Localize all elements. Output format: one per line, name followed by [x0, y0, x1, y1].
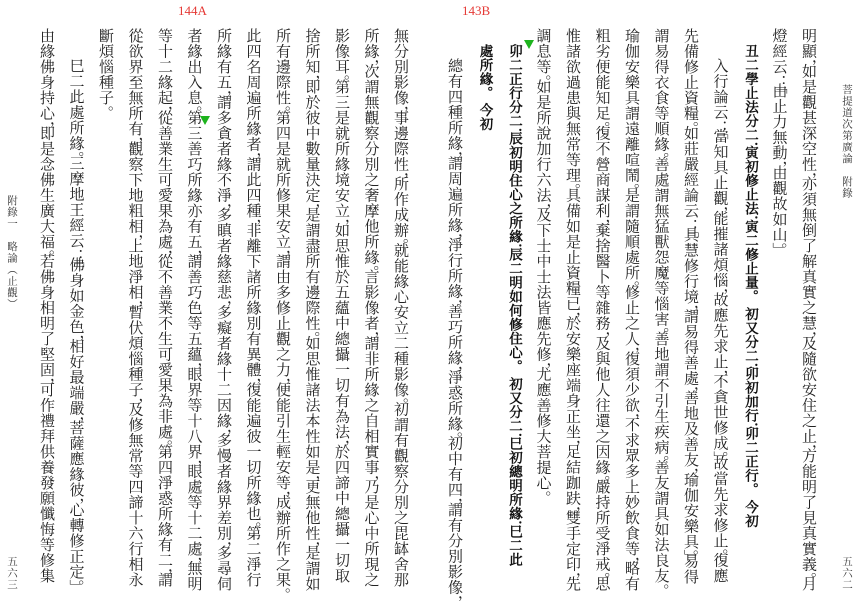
text-column: 所緣有五，謂多貪者緣不淨，多瞋者緣慈悲，多癡者緣十二因緣，多慢者緣界差別，多尋伺 [215, 28, 233, 592]
text-column: 燈經云：「由止力無動，由觀故如山」 [770, 28, 789, 247]
page-number-right: 五六二 [841, 556, 853, 591]
heading-title: 丑二學止法分二．寅初修止法．寅二修止量。 [742, 44, 758, 294]
text-column: 明顯，如是觀甚深空性，亦須無倒了解真實之慧，及隨欲安住之止，方能明了見真實義。月 [800, 28, 818, 592]
text-column: 捨所知，即於彼中數量決定，是謂盡所有邊際性。如思惟諸法本性如是，更無他性，是謂如 [303, 28, 322, 592]
page-marker-label-right: 143B [462, 3, 491, 18]
page-marker-label-left: 144A [178, 3, 207, 18]
text-column: 等十二緣起，從善業生可愛果為處，從不善業不生可愛果為非處。第四淨惑所緣有二，謂 [156, 28, 174, 588]
text-column: 此四名周遍所緣者，謂此四種，非離下諸所緣別有異體，復能遍彼一切所緣也。第二淨行 [244, 28, 263, 588]
text-column: 調息等。如是所說加行六法，及下士中士法皆應先修，尤應善修大菩提心。 [534, 28, 553, 495]
left-page-text [32, 28, 416, 592]
text-column: 無分別影像，事邊際性，所作成辦。就能緣心安立二種影像。初謂有觀察分別之毘缽舍那 [392, 28, 410, 588]
running-header: 菩提道次第廣論 附錄 [841, 84, 853, 199]
heading-cont: 處所緣。 [476, 44, 493, 90]
text-column: 所有邊際性。第四是就所修果安立，謂由多修止觀之力，便能引生輕安等，成辦所作之果。 [274, 28, 292, 592]
section-heading [499, 28, 529, 599]
text-column: 總有四種所緣，謂周遍所緣，淨行所緣，善巧所緣，淨惑所緣。初中有四，謂有分別影像， [446, 58, 464, 599]
heading-sub: 初又分二．卯初加行．卯二正行。 [742, 307, 758, 487]
text-column: 巳二此處所緣。三摩地王經云：「佛身如金色，相好最端嚴，菩薩應緣彼，心轉修正定」 [67, 58, 86, 584]
text-column: 先備修止資糧。如莊嚴經論云：「具慧修行境，謂易得善處，善地及善友，瑜伽安樂具」易得 [682, 28, 700, 585]
text-column: 從欲界至無所有，觀察下地粗相，上地淨相，暫伏煩惱種子，及修無常等四諦十六行相永 [126, 28, 145, 588]
text-column: 者緣出入息。第三善巧所緣亦有五，謂善巧色等五蘊，眼界等十八界，眼處等十二處，無明 [185, 28, 204, 592]
page-number-left: 五六三 [6, 556, 18, 591]
text-column: 謂易得衣食等順緣。善處謂無猛獸怨魔等惱害。善地謂不引生疾病。善友謂具如法良友。 [652, 28, 671, 588]
section-heading [735, 28, 765, 599]
text-column: 所緣，次謂無觀察分別之奢摩他所緣。言影像者，謂非所緣之自相實事，乃是心中所現之 [362, 28, 381, 588]
text-column: 瑜伽安樂具謂遠離喧鬧。是謂隨順處所。修止之人，復須少欲，不求眾多上妙飲食等，略有 [623, 28, 641, 592]
text-column: 入行論云：「當知具止觀，能摧諸煩惱，故應先求止，不貪世修成」故當先求修止。復應 [711, 58, 730, 584]
right-page-text [440, 28, 824, 599]
text-column: 影像耳。第三是就所緣境安立，如思惟於五蘊中總攝一切有為法，於四諦中總攝一切取 [333, 28, 351, 584]
heading-title: 卯二正行分二．辰初明住心之所緣．辰二明如何修住心。 [506, 44, 522, 364]
running-header-left: 附錄一 略論（止觀） [6, 195, 18, 310]
section-heading-cont [469, 28, 499, 599]
text-column: 粗劣便能知足。復不營商謀利，棄捨醫卜等雜務，及與他人往還之因緣。嚴持所受淨戒。思 [593, 28, 612, 592]
text-column: 斷煩惱種子。 [97, 28, 115, 110]
text-column: 惟諸欲過患與無常等理。具備如是止資糧已，於安樂座端身正坐，足結跏趺，雙手定印，先 [564, 28, 582, 592]
heading-tail: 今初 [742, 499, 758, 528]
heading-tail: 今初 [476, 103, 493, 132]
text-column: 由緣佛身持心，即是念佛生廣大福。若佛身相明了堅固，可作禮拜供養發願懺悔等修集 [38, 28, 56, 584]
heading-sub: 初又分二．巳初總明所緣．巳二此 [506, 377, 522, 567]
